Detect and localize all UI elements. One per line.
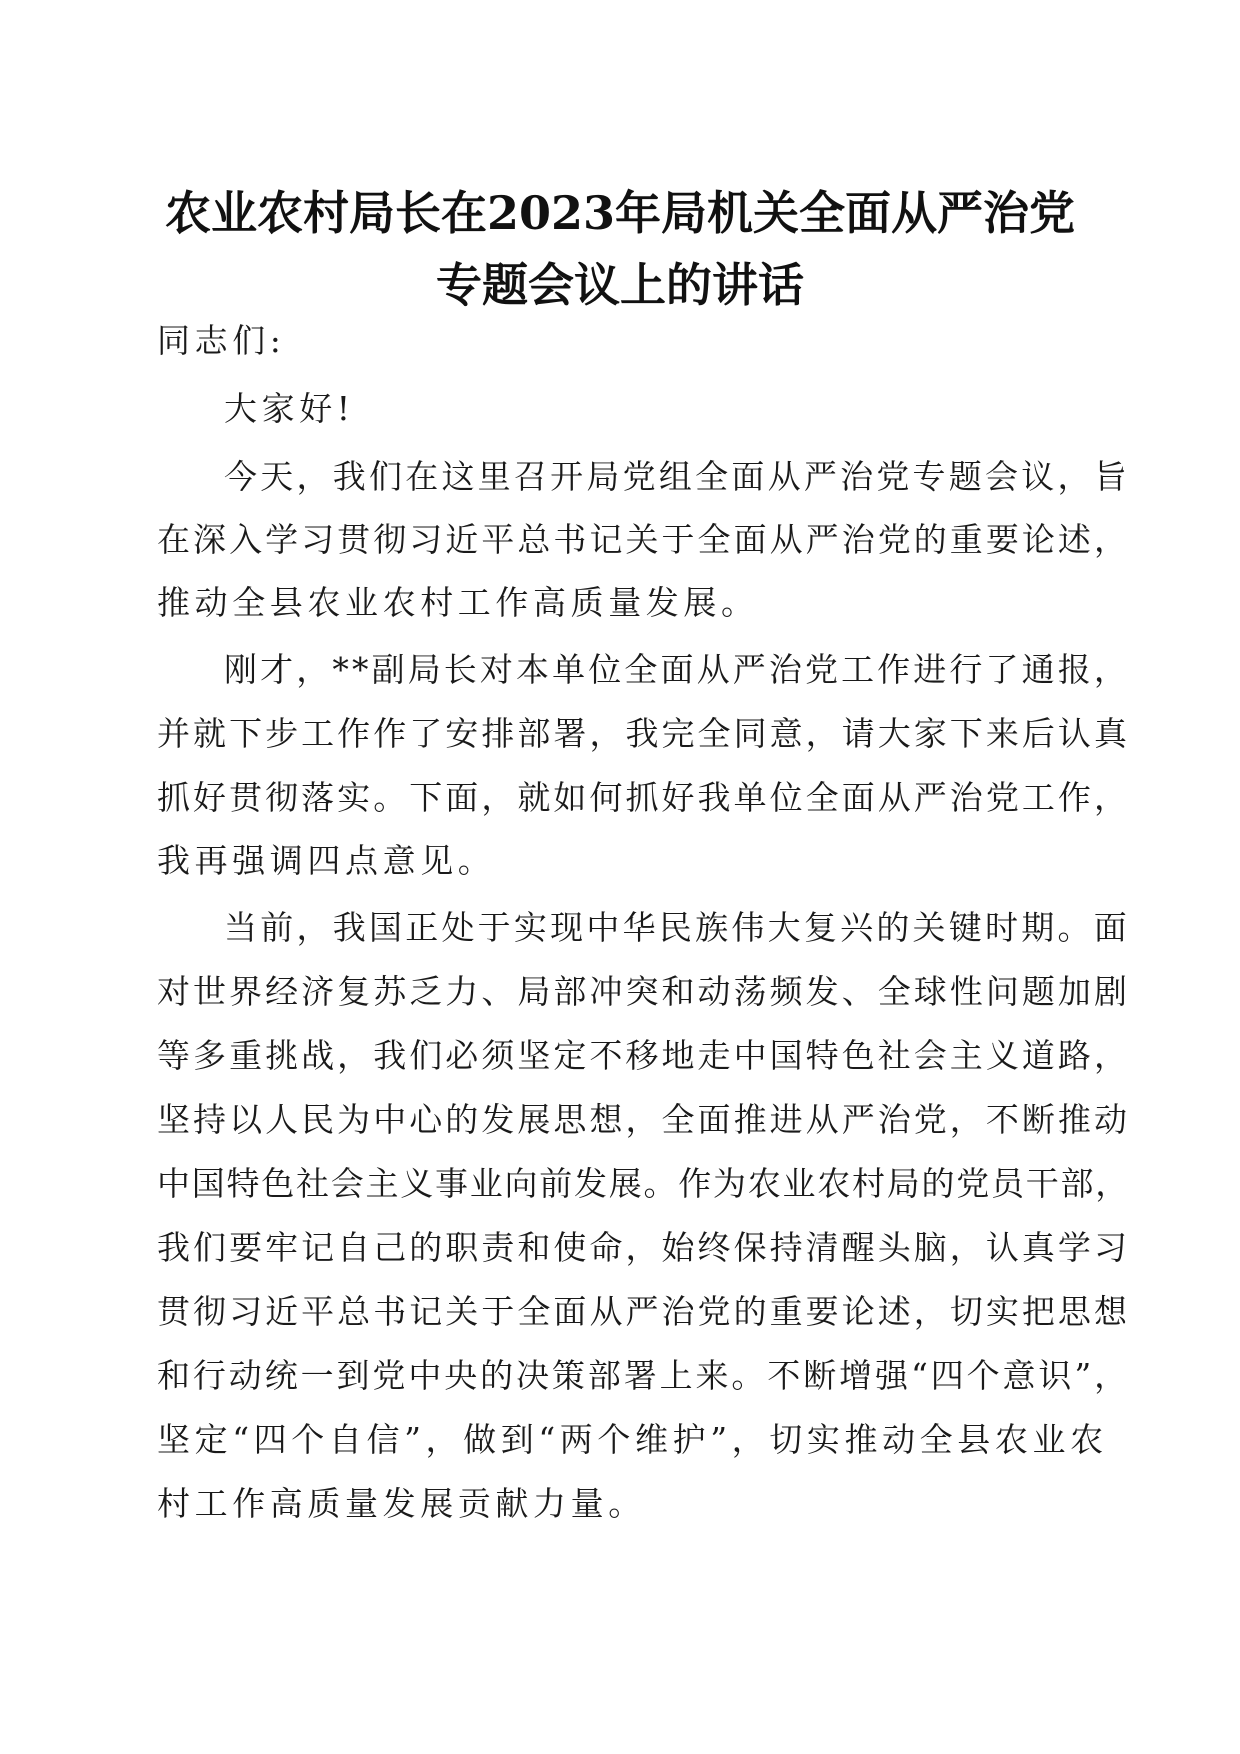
paragraph-1-line-3: 推动全县农业农村工作高质量发展。 bbox=[157, 583, 759, 622]
paragraph-2-line-4: 我再强调四点意见。 bbox=[157, 841, 496, 880]
paragraph-2-line-1: 刚才，**副局长对本单位全面从严治党工作进行了通报， bbox=[224, 650, 1130, 689]
paragraph-3-line-6: 我们要牢记自己的职责和使命，始终保持清醒头脑，认真学习 bbox=[157, 1228, 1130, 1267]
paragraph-3-line-2: 对世界经济复苏乏力、局部冲突和动荡频发、全球性问题加剧 bbox=[157, 972, 1130, 1011]
paragraph-3-line-5: 中国特色社会主义事业向前发展。作为农业农村局的党员干部， bbox=[157, 1164, 1130, 1203]
paragraph-3-line-7: 贯彻习近平总书记关于全面从严治党的重要论述，切实把思想 bbox=[157, 1292, 1130, 1331]
paragraph-3-line-8: 和行动统一到党中央的决策部署上来。不断增强“四个意识”， bbox=[157, 1356, 1130, 1395]
paragraph-3-line-1: 当前，我国正处于实现中华民族伟大复兴的关键时期。面 bbox=[224, 908, 1130, 947]
paragraph-2-line-2: 并就下步工作作了安排部署，我完全同意，请大家下来后认真 bbox=[157, 714, 1130, 753]
paragraph-3-line-9: 坚定“四个自信”，做到“两个维护”，切实推动全县农业农 bbox=[157, 1420, 1108, 1459]
paragraph-2-line-3: 抓好贯彻落实。下面，就如何抓好我单位全面从严治党工作， bbox=[157, 778, 1130, 817]
document-title-line-2: 专题会议上的讲话 bbox=[436, 258, 804, 312]
paragraph-3-line-3: 等多重挑战，我们必须坚定不移地走中国特色社会主义道路， bbox=[157, 1036, 1130, 1075]
document-title-line-1: 农业农村局长在2023年局机关全面从严治党 bbox=[164, 186, 1076, 240]
salutation: 同志们: bbox=[157, 321, 286, 360]
paragraph-3-line-10: 村工作高质量发展贡献力量。 bbox=[157, 1484, 646, 1523]
paragraph-3-line-4: 坚持以人民为中心的发展思想，全面推进从严治党，不断推动 bbox=[157, 1100, 1130, 1139]
paragraph-1-line-1: 今天，我们在这里召开局党组全面从严治党专题会议，旨 bbox=[224, 457, 1130, 496]
greeting-line: 大家好! bbox=[224, 389, 355, 428]
paragraph-1-line-2: 在深入学习贯彻习近平总书记关于全面从严治党的重要论述， bbox=[157, 520, 1130, 559]
